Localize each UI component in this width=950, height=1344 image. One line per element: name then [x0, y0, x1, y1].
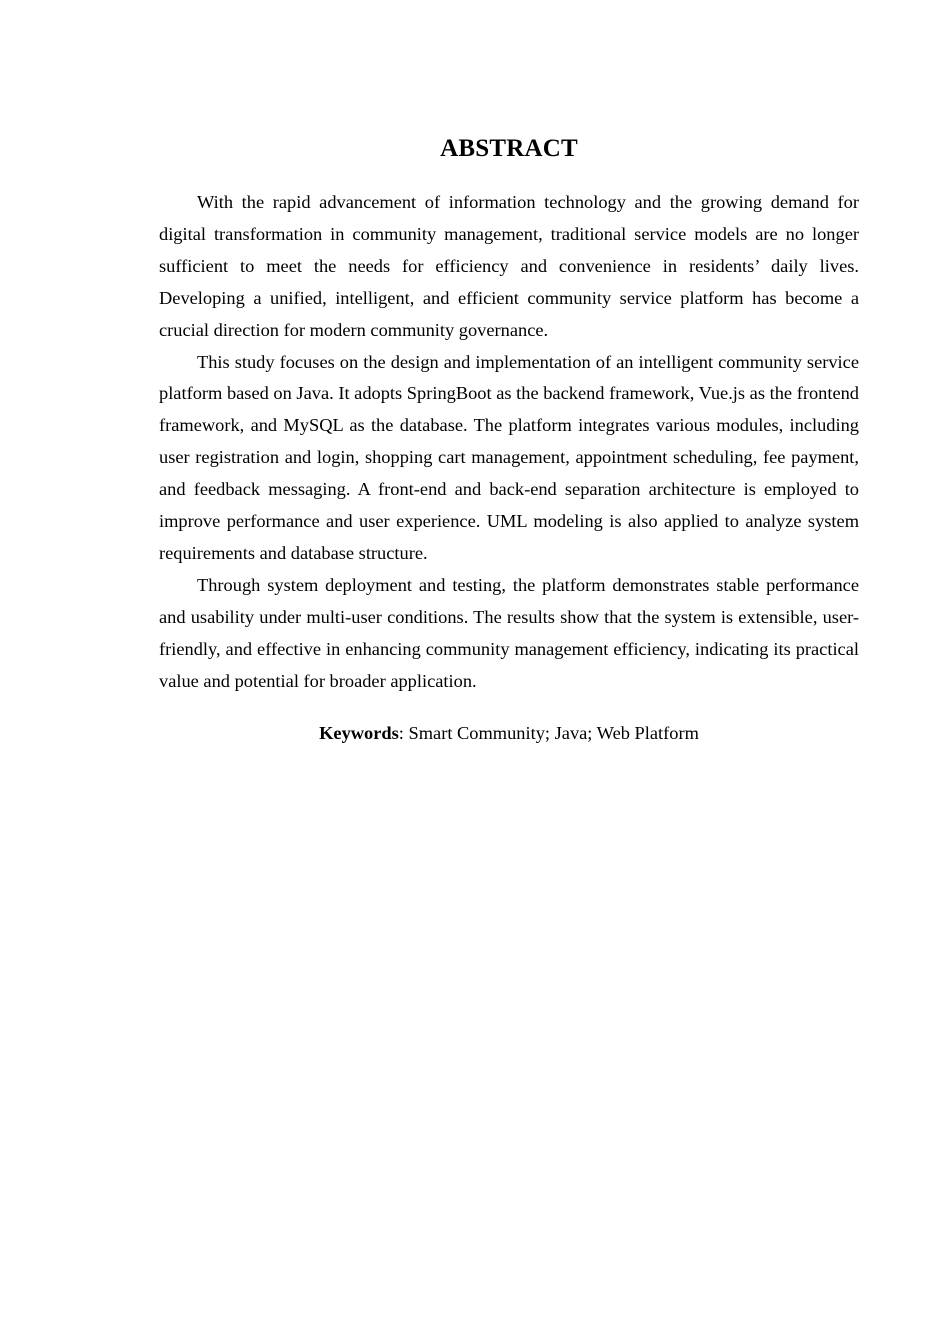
- abstract-paragraph-2: This study focuses on the design and implementation of an intelligent community service platform based on Java. It adopts SpringBoot as the backend framework, Vue.js as the frontend framework, and MySQL as the database. The platform integrates various modules, including user registration and login, shopping cart management, appointment scheduling, fee payment, and feedback messaging. A front-end and back-end separation architecture is employed to improve performance and user experience. UML modeling is also applied to analyze system requirements and database structure.: [159, 351, 859, 563]
- abstract-title: ABSTRACT: [440, 135, 578, 162]
- keywords-value: Smart Community; Java; Web Platform: [408, 723, 699, 743]
- keywords-separator: :: [398, 723, 409, 743]
- abstract-paragraph-1: With the rapid advancement of information technology and the growing demand for digital transformation in community management, traditional service models are no longer sufficient to meet the needs for efficiency and convenience in residents’ daily lives. Developing a unified, intelligent, and efficient community service platform has become a crucial direction for modern community governance.: [159, 192, 859, 340]
- keywords-line: [0, 717, 950, 749]
- keywords-label: Keywords: [319, 723, 399, 743]
- abstract-body: [159, 187, 859, 698]
- abstract-paragraph-3: Through system deployment and testing, the platform demonstrates stable performance and usability under multi-user conditions. The results show that the system is extensible, user-friendly, and effective in enhancing community management efficiency, indicating its practical value and potential for broader application.: [159, 574, 859, 691]
